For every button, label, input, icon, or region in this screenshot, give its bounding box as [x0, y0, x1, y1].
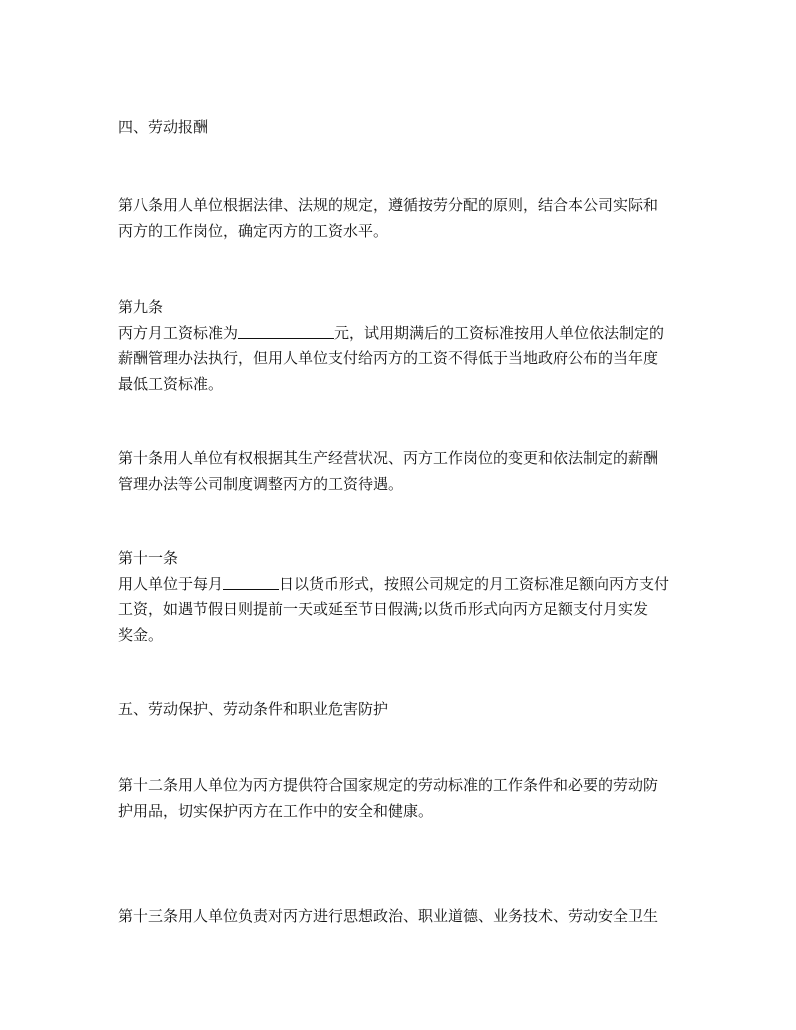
article-13-line-1: 第十三条用人单位负责对丙方进行思想政治、职业道德、业务技术、劳动安全卫生 [118, 907, 659, 925]
section-heading-4-text: 四、劳动报酬 [118, 118, 209, 136]
article-10-line-2: 管理办法等公司制度调整丙方的工资待遇。 [118, 474, 404, 493]
article-9 [118, 295, 684, 397]
section-heading-5-text: 五、劳动保护、劳动条件和职业危害防护 [118, 700, 389, 718]
article-10 [118, 446, 684, 497]
article-9-line-3: 最低工资标准。 [118, 374, 224, 393]
article-9-line-1 [118, 321, 684, 347]
article-11-title: 第十一条 [118, 549, 179, 567]
article-8-line-1: 第八条用人单位根据法律、法规的规定，遵循按劳分配的原则，结合本公司实际和 [118, 196, 659, 214]
article-10-line-1: 第十条用人单位有权根据其生产经营状况、丙方工作岗位的变更和依法制定的薪酬 [118, 449, 659, 467]
article-12-line-2: 护用品，切实保护丙方在工作中的安全和健康。 [118, 801, 434, 820]
article-9-line-2: 薪酬管理办法执行，但用人单位支付给丙方的工资不得低于当地政府公布的当年度 [118, 349, 659, 367]
monthly-wage-blank [238, 322, 334, 339]
article-9-line-1-post: 元，试用期满后的工资标准按用人单位依法制定的 [334, 323, 665, 342]
article-8 [118, 193, 684, 244]
article-11-line-1-pre: 用人单位于每月 [118, 574, 224, 593]
section-heading-5 [118, 697, 684, 723]
article-13 [118, 904, 684, 930]
section-heading-4 [118, 115, 684, 141]
article-12-line-1: 第十二条用人单位为丙方提供符合国家规定的劳动标准的工作条件和必要的劳动防 [118, 776, 659, 794]
article-8-line-2: 丙方的工作岗位，确定丙方的工资水平。 [118, 221, 389, 240]
article-11-line-3: 奖金。 [118, 625, 164, 644]
pay-day-blank [223, 573, 279, 590]
article-12 [118, 773, 684, 824]
article-9-title: 第九条 [118, 298, 164, 316]
article-11-line-2: 工资，如遇节假日则提前一天或延至节日假满;以货币形式向丙方足额支付月实发 [118, 600, 649, 618]
article-9-line-1-pre: 丙方月工资标准为 [118, 323, 239, 342]
article-11-line-1 [118, 572, 684, 598]
article-11 [118, 546, 684, 648]
article-11-line-1-post: 日以货币形式，按照公司规定的月工资标准足额向丙方支付 [279, 574, 670, 593]
